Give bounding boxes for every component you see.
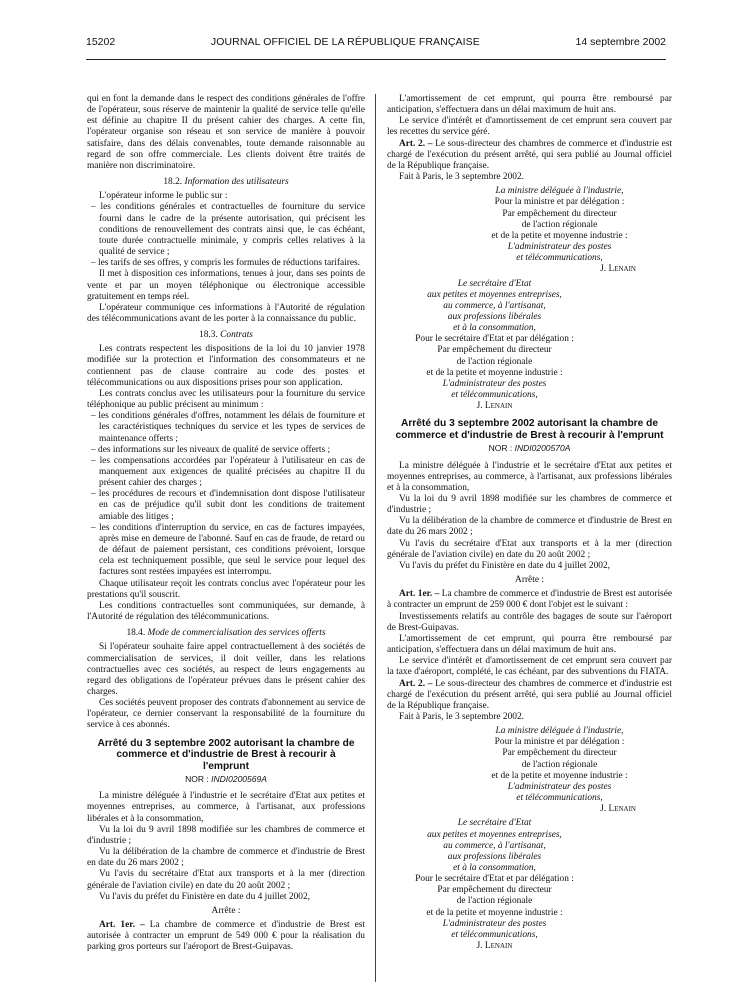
paragraph: Vu l'avis du secrétaire d'Etat aux transports et à la mer (direction générale de l'aviation civile) en date du 20 août 2002 ; bbox=[87, 869, 365, 891]
paragraph: Vu la loi du 9 avril 1898 modifiée sur les chambres de commerce et d'industrie ; bbox=[87, 824, 365, 846]
article-1: Art. 1er. – La chambre de commerce et d'industrie de Brest est autorisée à contracter un emprunt de 549 000 € pour la réalisation du parking gros porteurs sur l'aéroport de Brest-Guipavas. bbox=[87, 919, 366, 953]
paragraph: Vu la loi du 9 avril 1898 modifiée sur les chambres de commerce et d'industrie ; bbox=[387, 494, 672, 516]
paragraph: L'amortissement de cet emprunt, qui pourra être remboursé par anticipation, s'effectuera dans un délai maximum de huit ans. bbox=[387, 94, 672, 116]
paragraph: Les contrats conclus avec les utilisateurs pour la fourniture du service téléphonique au public précisent au minimum : bbox=[87, 388, 365, 411]
paragraph: Les contrats respectent les dispositions de la loi du 10 janvier 1978 modifiée sur la protection et l'information des consommateurs et ne contiennent pas de clause contraire au code des postes et télécommunications ou aux dispositions prises pour son application. bbox=[87, 344, 365, 388]
paragraph: L'opérateur communique ces informations à l'Autorité de régulation des télécommunications avant de les porter à la connaissance du public. bbox=[87, 302, 365, 324]
paragraph: Le service d'intérêt et d'amortissement de cet emprunt sera couvert par la taxe d'aéroport, complété, le cas échéant, par des subventions du FIATA. bbox=[387, 656, 672, 678]
paragraph: Il met à disposition ces informations, tenues à jour, dans ses points de vente et par un moyen téléphonique ou électronique accessible gratuitement en temps réel. bbox=[87, 269, 365, 302]
paragraph: L'amortissement de cet emprunt, qui pourra être remboursé par anticipation, s'effectuera dans un délai maximum de huit ans. bbox=[387, 633, 672, 656]
column-divider bbox=[375, 94, 376, 982]
left-column bbox=[87, 94, 365, 953]
list-item: – des informations sur les niveaux de qualité de service offerts ; bbox=[91, 444, 331, 455]
signature-block: Le secrétaire d'Etat aux petites et moyennes entreprises, au commerce, à l'artisanat, aux professions libérales et à la consommation, Pour le secrétaire d'Etat et par délégation : Par empêchement du directeur de l'action régionale et de la petite et moyenne industrie : L'administrateur des postes et télécommunications, J. Lenain bbox=[387, 818, 672, 952]
signing-line: Fait à Paris, le 3 septembre 2002. bbox=[399, 172, 524, 183]
signature-block: Le secrétaire d'Etat aux petites et moyennes entreprises, au commerce, à l'artisanat, aux professions libérales et à la consommation, Pour le secrétaire d'Etat et par délégation : Par empêchement du directeur de l'action régionale et de la petite et moyenne industrie : L'administrateur des postes et télécommunications, J. Lenain bbox=[387, 279, 672, 413]
signatory-name: J. Lenain bbox=[476, 941, 513, 952]
decree-title: Arrêté du 3 septembre 2002 autorisant la chambre de commerce et d'industrie de Brest à recourir à l'emprunt bbox=[97, 737, 355, 772]
right-column bbox=[387, 94, 672, 955]
paragraph: Investissements relatifs au contrôle des bagages de soute sur l'aéroport de Brest-Guipavas. bbox=[387, 611, 672, 633]
paragraph: Vu l'avis du préfet du Finistère en date du 4 juillet 2002, bbox=[99, 891, 310, 902]
signatory-name: J. Lenain bbox=[600, 264, 636, 275]
section-heading-18-2: 18.2. Information des utilisateurs bbox=[163, 177, 289, 188]
paragraph: Si l'opérateur souhaite faire appel contractuellement à des sociétés de commercialisation de services, il doit veiller, dans les relations contractuelles avec ces sociétés, au respect de leurs engagements au regard des obligations de l'opérateur prévues dans le présent cahier des charges. bbox=[87, 642, 365, 697]
arrete-label: Arrête : bbox=[211, 905, 241, 916]
nor-reference: NOR : INDI0200569A bbox=[185, 774, 267, 785]
paragraph: Vu l'avis du secrétaire d'Etat aux transports et à la mer (direction générale de l'aviation civile) en date du 20 août 2002 ; bbox=[387, 538, 672, 560]
section-heading-18-4: 18.4. Mode de commercialisation des services offerts bbox=[126, 628, 326, 639]
signing-line: Fait à Paris, le 3 septembre 2002. bbox=[399, 711, 524, 722]
signatory-name: J. Lenain bbox=[476, 401, 513, 412]
list-item: – les procédures de recours et d'indemnisation dont dispose l'utilisateur en cas de préjudice qu'il subit dont les conditions de traitement amiable des litiges ; bbox=[91, 489, 365, 522]
paragraph: Vu la délibération de la chambre de commerce et d'industrie de Brest en date du 26 mars 2002 ; bbox=[387, 516, 672, 538]
issue-date: 14 septembre 2002 bbox=[575, 36, 666, 48]
arrete-label: Arrête : bbox=[515, 575, 544, 586]
nor-reference: NOR : INDI0200570A bbox=[488, 443, 571, 454]
list-item: – les tarifs de ses offres, y compris les formules de réductions tarifaires. bbox=[91, 258, 361, 269]
paragraph: qui en font la demande dans le respect des conditions générales de l'offre de l'opérateur, sous réserve de maintenir la qualité de service telle qu'elle est définie au chapitre II du présent cahier des charges. A cette fin, l'opérateur organise son réseau et son service de manière à pouvoir satisfaire, dans des délais convenables, toute demande raisonnable au regard de son offre commerciale. Les clients doivent être traités de manière non discriminatoire. bbox=[87, 94, 365, 171]
list-item: – les conditions générales et contractuelles de fourniture du service fourni dans le cadre de la présente autorisation, qui précisent les conditions de renouvellement des contrats ainsi que, le cas échéant, toute durée contractuelle minimale, y compris celles relatives à la qualité de service ; bbox=[91, 202, 365, 258]
paragraph: Ces sociétés peuvent proposer des contrats d'abonnement au service de l'opérateur, ce dernier conservant la responsabilité de la fourniture du service à ces abonnés. bbox=[87, 698, 365, 731]
paragraph: Vu l'avis du préfet du Finistère en date du 4 juillet 2002, bbox=[399, 560, 610, 571]
paragraph: L'opérateur informe le public sur : bbox=[99, 191, 228, 202]
journal-title: JOURNAL OFFICIEL DE LA RÉPUBLIQUE FRANÇAISE bbox=[210, 36, 480, 48]
article-2: Art. 2. – Le sous-directeur des chambres de commerce et d'industrie est chargé de l'exécution du présent arrêté, qui sera publié au Journal officiel de la République française. bbox=[387, 138, 672, 171]
section-heading-18-3: 18.3. Contrats bbox=[199, 330, 253, 341]
page-header bbox=[86, 36, 666, 60]
page-number: 15202 bbox=[86, 36, 116, 48]
paragraph: Le service d'intérêt et d'amortissement de cet emprunt sera couvert par les recettes du service géré. bbox=[387, 116, 672, 138]
paragraph: Vu la délibération de la chambre de commerce et d'industrie de Brest en date du 26 mars 2002 ; bbox=[87, 847, 365, 869]
signature-block: La ministre déléguée à l'industrie, Pour la ministre et par délégation : Par empêchement du directeur de l'action régionale et de la petite et moyenne industrie : L'administrateur des postes et télécommunications, J. Lenain bbox=[387, 726, 672, 815]
list-item: – les compensations accordées par l'opérateur à l'utilisateur en cas de manquement aux exigences de qualité précisées au chapitre II du présent cahier des charges ; bbox=[91, 455, 365, 489]
decree-title: Arrêté du 3 septembre 2002 autorisant la chambre de commerce et d'industrie de Brest à recourir à l'emprunt bbox=[395, 418, 664, 441]
paragraph: La ministre déléguée à l'industrie et le secrétaire d'Etat aux petites et moyennes entreprises, au commerce, à l'artisanat, aux professions libérales et à la consommation, bbox=[387, 460, 672, 493]
signatory-name: J. Lenain bbox=[600, 804, 636, 815]
article-2: Art. 2. – Le sous-directeur des chambres de commerce et d'industrie est chargé de l'exécution du présent arrêté, qui sera publié au Journal officiel de la République française. bbox=[387, 678, 672, 711]
paragraph: La ministre déléguée à l'industrie et le secrétaire d'Etat aux petites et moyennes entreprises, au commerce, à l'artisanat, aux professions libérales et à la consommation, bbox=[87, 791, 365, 824]
article-1: Art. 1er. – La chambre de commerce et d'industrie de Brest est autorisée à contracter un emprunt de 259 000 € dont l'objet est le suivant : bbox=[387, 589, 673, 611]
list-item: – les conditions d'interruption du service, en cas de factures impayées, après mise en demeure de l'abonné. Sauf en cas de fraude, de retard ou de défaut de paiement persistant, ces conditions prévoient, lorsque cela est techniquement possible, que seul le service pour lequel des factures sont restées impayées est interrompu. bbox=[91, 522, 365, 578]
paragraph: Les conditions contractuelles sont communiquées, sur demande, à l'Autorité de régulation des télécommunications. bbox=[87, 600, 365, 623]
paragraph: Chaque utilisateur reçoit les contrats conclus avec l'opérateur pour les prestations qu'il souscrit. bbox=[87, 578, 365, 600]
signature-block: La ministre déléguée à l'industrie, Pour la ministre et par délégation : Par empêchement du directeur de l'action régionale et de la petite et moyenne industrie : L'administrateur des postes et télécommunications, J. Lenain bbox=[387, 186, 672, 275]
list-item: – les conditions générales d'offres, notamment les délais de fourniture et les caractéristiques techniques du service et les types de services de maintenance offerts ; bbox=[91, 411, 365, 444]
